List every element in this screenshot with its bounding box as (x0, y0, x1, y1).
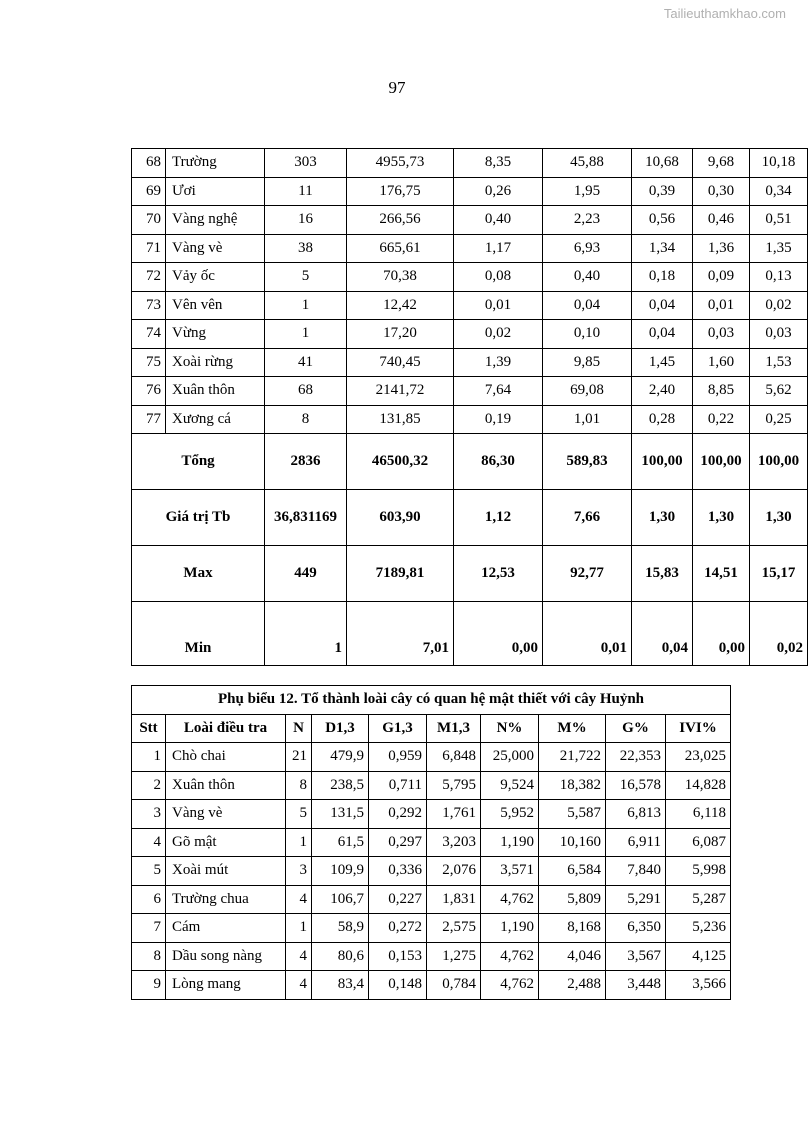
table-cell: 2,488 (539, 971, 606, 1000)
table-cell: 2141,72 (347, 377, 454, 406)
table-cell: Trường chua (166, 885, 286, 914)
table-cell: 2,575 (427, 914, 481, 943)
column-header: N% (481, 714, 539, 743)
table-cell: 1,190 (481, 828, 539, 857)
table-cell: 6,848 (427, 743, 481, 772)
table-cell: 479,9 (312, 743, 369, 772)
table-cell: 6,911 (606, 828, 666, 857)
table-cell: 0,04 (632, 291, 693, 320)
table-cell: 238,5 (312, 771, 369, 800)
table-cell: 68 (265, 377, 347, 406)
table-cell: 5,291 (606, 885, 666, 914)
table-cell: 131,85 (347, 405, 454, 434)
table-cell: 5 (132, 857, 166, 886)
column-header: D1,3 (312, 714, 369, 743)
table-cell: Trường (166, 149, 265, 178)
table-cell: Chò chai (166, 743, 286, 772)
column-header: G1,3 (369, 714, 427, 743)
table-cell: 0,22 (693, 405, 750, 434)
table-row (132, 149, 808, 178)
summary-cell: 0,01 (543, 602, 632, 666)
table-row (132, 857, 731, 886)
table-cell: Cám (166, 914, 286, 943)
table-cell: 740,45 (347, 348, 454, 377)
table-cell: 6,93 (543, 234, 632, 263)
table-cell: 0,04 (632, 320, 693, 349)
table-cell: 23,025 (666, 743, 731, 772)
table-cell: 176,75 (347, 177, 454, 206)
table-cell: 5,587 (539, 800, 606, 829)
table-cell: 68 (132, 149, 166, 178)
table-cell: Vên vên (166, 291, 265, 320)
table-cell: 9,68 (693, 149, 750, 178)
table-cell: 0,19 (454, 405, 543, 434)
summary-label: Min (132, 602, 265, 666)
table-cell: 2,23 (543, 206, 632, 235)
table-cell: 58,9 (312, 914, 369, 943)
table-cell: 0,13 (750, 263, 808, 292)
summary-cell: 1,30 (750, 490, 808, 546)
table-cell: 77 (132, 405, 166, 434)
table-cell: Xoài rừng (166, 348, 265, 377)
table-cell: 2,076 (427, 857, 481, 886)
table-cell: 0,784 (427, 971, 481, 1000)
table-cell: 0,28 (632, 405, 693, 434)
table-cell: 3,566 (666, 971, 731, 1000)
table-cell: 7 (132, 914, 166, 943)
table-cell: 3 (286, 857, 312, 886)
table-cell: 1,45 (632, 348, 693, 377)
column-header: M% (539, 714, 606, 743)
table-cell: 1,34 (632, 234, 693, 263)
table-cell: 10,18 (750, 149, 808, 178)
summary-cell: 46500,32 (347, 434, 454, 490)
table-row (132, 971, 731, 1000)
table-cell: 0,03 (750, 320, 808, 349)
table-cell: 75 (132, 348, 166, 377)
table-cell: 1,01 (543, 405, 632, 434)
table-cell: 69 (132, 177, 166, 206)
table-cell: 0,25 (750, 405, 808, 434)
table-cell: 8,85 (693, 377, 750, 406)
summary-cell: 1,30 (632, 490, 693, 546)
table-cell: 1 (265, 291, 347, 320)
table-cell: 0,297 (369, 828, 427, 857)
table-cell: 4,046 (539, 942, 606, 971)
table-cell: 0,272 (369, 914, 427, 943)
table-cell: 6,584 (539, 857, 606, 886)
table-cell: 0,01 (454, 291, 543, 320)
table-cell: 83,4 (312, 971, 369, 1000)
table-cell: 45,88 (543, 149, 632, 178)
table-row (132, 234, 808, 263)
table-cell: Dầu song nàng (166, 942, 286, 971)
table-cell: 71 (132, 234, 166, 263)
table-cell: 106,7 (312, 885, 369, 914)
table-cell: 0,09 (693, 263, 750, 292)
table-row (132, 377, 808, 406)
summary-cell: 0,00 (454, 602, 543, 666)
table-cell: 4,762 (481, 885, 539, 914)
table-cell: 76 (132, 377, 166, 406)
table-cell: 3,203 (427, 828, 481, 857)
table-cell: 41 (265, 348, 347, 377)
table-cell: Vàng vè (166, 800, 286, 829)
table-cell: 73 (132, 291, 166, 320)
appendix-12-table (131, 685, 731, 1000)
table-cell: 14,828 (666, 771, 731, 800)
table-cell: 0,51 (750, 206, 808, 235)
table-row (132, 263, 808, 292)
table-cell: 80,6 (312, 942, 369, 971)
summary-row (132, 546, 808, 602)
table-cell: 1 (286, 914, 312, 943)
summary-cell: 0,00 (693, 602, 750, 666)
table-cell: 7,64 (454, 377, 543, 406)
table-cell: 74 (132, 320, 166, 349)
table-cell: 5,795 (427, 771, 481, 800)
table-cell: 1,761 (427, 800, 481, 829)
table-cell: 2 (132, 771, 166, 800)
table-cell: 1,190 (481, 914, 539, 943)
summary-cell: 0,02 (750, 602, 808, 666)
column-header: IVI% (666, 714, 731, 743)
table-row (132, 885, 731, 914)
summary-row (132, 490, 808, 546)
summary-label: Max (132, 546, 265, 602)
summary-cell: 1,12 (454, 490, 543, 546)
table-cell: 0,39 (632, 177, 693, 206)
summary-cell: 7,01 (347, 602, 454, 666)
table-cell: 69,08 (543, 377, 632, 406)
table-cell: 0,26 (454, 177, 543, 206)
table-cell: 4 (286, 971, 312, 1000)
table-cell: 0,08 (454, 263, 543, 292)
table-cell: 0,148 (369, 971, 427, 1000)
table-cell: 0,40 (543, 263, 632, 292)
table-row (132, 348, 808, 377)
summary-row (132, 434, 808, 490)
table-cell: 6,087 (666, 828, 731, 857)
table-cell: 3,571 (481, 857, 539, 886)
table-cell: 6 (132, 885, 166, 914)
table-cell: 1,36 (693, 234, 750, 263)
page-number: 97 (388, 78, 406, 97)
table-cell: 0,03 (693, 320, 750, 349)
table-cell: 18,382 (539, 771, 606, 800)
table-cell: 4,762 (481, 971, 539, 1000)
table-row (132, 914, 731, 943)
table-cell: Vàng nghệ (166, 206, 265, 235)
table-cell: 8 (286, 771, 312, 800)
table-cell: 6,118 (666, 800, 731, 829)
table-row (132, 800, 731, 829)
table-cell: 8,168 (539, 914, 606, 943)
table-cell: 109,9 (312, 857, 369, 886)
table-cell: 5,998 (666, 857, 731, 886)
table-cell: 12,42 (347, 291, 454, 320)
table-cell: 1,35 (750, 234, 808, 263)
table-cell: 7,840 (606, 857, 666, 886)
summary-cell: 92,77 (543, 546, 632, 602)
table-cell: 0,40 (454, 206, 543, 235)
table-cell: 1 (132, 743, 166, 772)
watermark: Tailieuthamkhao.com (663, 6, 786, 21)
table-cell: 1 (286, 828, 312, 857)
table-cell: 3,567 (606, 942, 666, 971)
table-cell: 0,02 (750, 291, 808, 320)
table-cell: 1,60 (693, 348, 750, 377)
summary-cell: 0,04 (632, 602, 693, 666)
summary-cell: 603,90 (347, 490, 454, 546)
table-cell: 11 (265, 177, 347, 206)
table-cell: 0,959 (369, 743, 427, 772)
table-cell: 0,18 (632, 263, 693, 292)
table-cell: 70 (132, 206, 166, 235)
table-cell: 9,524 (481, 771, 539, 800)
table-cell: 72 (132, 263, 166, 292)
table-cell: 5,236 (666, 914, 731, 943)
table-cell: 4,125 (666, 942, 731, 971)
table-cell: 1,275 (427, 942, 481, 971)
summary-cell: 7189,81 (347, 546, 454, 602)
table-cell: 3,448 (606, 971, 666, 1000)
table-cell: Xoài mút (166, 857, 286, 886)
species-data-table (131, 148, 808, 666)
table-cell: 8 (265, 405, 347, 434)
table-cell: 2,40 (632, 377, 693, 406)
table-row (132, 942, 731, 971)
table-cell: 21,722 (539, 743, 606, 772)
summary-cell: 15,83 (632, 546, 693, 602)
table-cell: 17,20 (347, 320, 454, 349)
table-cell: 8 (132, 942, 166, 971)
table-cell: 303 (265, 149, 347, 178)
table-cell: 0,02 (454, 320, 543, 349)
table-cell: 5,952 (481, 800, 539, 829)
table-cell: Vừng (166, 320, 265, 349)
summary-cell: 7,66 (543, 490, 632, 546)
table-cell: 1,39 (454, 348, 543, 377)
table-cell: 4 (132, 828, 166, 857)
table-row (132, 291, 808, 320)
table-cell: 0,153 (369, 942, 427, 971)
column-header: G% (606, 714, 666, 743)
table-row (132, 320, 808, 349)
summary-cell: 12,53 (454, 546, 543, 602)
table-cell: 61,5 (312, 828, 369, 857)
table-cell: 0,04 (543, 291, 632, 320)
table-cell: 0,46 (693, 206, 750, 235)
table-cell: Lòng mang (166, 971, 286, 1000)
table-cell: 1 (265, 320, 347, 349)
table-cell: Xuân thôn (166, 771, 286, 800)
summary-cell: 15,17 (750, 546, 808, 602)
table-cell: 10,68 (632, 149, 693, 178)
table-cell: 4 (286, 942, 312, 971)
table-row (132, 828, 731, 857)
summary-label: Giá trị Tb (132, 490, 265, 546)
summary-cell: 14,51 (693, 546, 750, 602)
table-cell: 16,578 (606, 771, 666, 800)
table-cell: 6,350 (606, 914, 666, 943)
summary-cell: 36,831169 (265, 490, 347, 546)
table-cell: Vàng vè (166, 234, 265, 263)
table-cell: 9,85 (543, 348, 632, 377)
table-cell: 5 (286, 800, 312, 829)
table-title-row (132, 686, 731, 715)
table-cell: 16 (265, 206, 347, 235)
table-cell: 0,01 (693, 291, 750, 320)
summary-cell: 100,00 (693, 434, 750, 490)
table-row (132, 206, 808, 235)
table-row (132, 405, 808, 434)
table-cell: 0,336 (369, 857, 427, 886)
column-header: Loài điều tra (166, 714, 286, 743)
table-cell: 0,292 (369, 800, 427, 829)
table-cell: 0,30 (693, 177, 750, 206)
summary-cell: 100,00 (750, 434, 808, 490)
table-cell: 0,227 (369, 885, 427, 914)
table-cell: Xương cá (166, 405, 265, 434)
summary-cell: 2836 (265, 434, 347, 490)
table-cell: 6,813 (606, 800, 666, 829)
table-cell: Gõ mật (166, 828, 286, 857)
table-cell: 38 (265, 234, 347, 263)
table-cell: 4,762 (481, 942, 539, 971)
summary-cell: 100,00 (632, 434, 693, 490)
table-cell: 9 (132, 971, 166, 1000)
summary-cell: 449 (265, 546, 347, 602)
table-cell: 1,53 (750, 348, 808, 377)
column-header: M1,3 (427, 714, 481, 743)
table-cell: 0,10 (543, 320, 632, 349)
table-cell: 21 (286, 743, 312, 772)
column-header: Stt (132, 714, 166, 743)
column-header: N (286, 714, 312, 743)
table-cell: Vảy ốc (166, 263, 265, 292)
table-cell: 5,287 (666, 885, 731, 914)
table-cell: 0,34 (750, 177, 808, 206)
table-cell: 266,56 (347, 206, 454, 235)
table-cell: 10,160 (539, 828, 606, 857)
table-cell: 3 (132, 800, 166, 829)
table-cell: 1,831 (427, 885, 481, 914)
table-cell: 0,711 (369, 771, 427, 800)
table-cell: 70,38 (347, 263, 454, 292)
summary-row (132, 602, 808, 666)
table-cell: 5,809 (539, 885, 606, 914)
table-cell: 4 (286, 885, 312, 914)
summary-label: Tổng (132, 434, 265, 490)
table-cell: 0,56 (632, 206, 693, 235)
table-cell: 131,5 (312, 800, 369, 829)
table-cell: 5 (265, 263, 347, 292)
table-cell: Ươi (166, 177, 265, 206)
summary-cell: 1 (265, 602, 347, 666)
table-cell: 8,35 (454, 149, 543, 178)
table-title: Phụ biểu 12. Tổ thành loài cây có quan hệ mật thiết với cây Huỷnh (132, 686, 731, 715)
table-cell: 4955,73 (347, 149, 454, 178)
table-cell: Xuân thôn (166, 377, 265, 406)
summary-cell: 589,83 (543, 434, 632, 490)
table-row (132, 743, 731, 772)
table-cell: 22,353 (606, 743, 666, 772)
table-cell: 665,61 (347, 234, 454, 263)
table-cell: 1,17 (454, 234, 543, 263)
table-cell: 25,000 (481, 743, 539, 772)
summary-cell: 86,30 (454, 434, 543, 490)
table-row (132, 771, 731, 800)
table-cell: 1,95 (543, 177, 632, 206)
table-row (132, 177, 808, 206)
table-cell: 5,62 (750, 377, 808, 406)
table-header-row (132, 714, 731, 743)
summary-cell: 1,30 (693, 490, 750, 546)
